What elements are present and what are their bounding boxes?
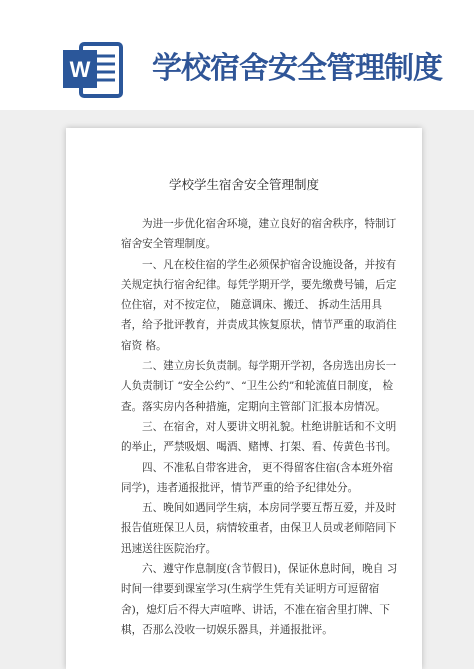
document-title: 学校学生宿舍安全管理制度 [168,177,319,192]
paragraph-rule-6: 六、遵守作息制度(含节假日)，保证休息时间，晚自 习时间一律要到课室学习(生病学生凭有关证明方可逗留宿 舍)，熄灯后不得大声喧哗、讲话，不准在宿舍里打牌、下 棋，否那么没收一切娱乐器具，并通报批评。 [121,563,398,636]
document-banner [0,0,474,110]
paragraph-rule-1: 一、凡在校住宿的学生必须保护宿舍设施设备，并按有 关规定执行宿舍纪律。每凭学期开学，要先缴费号铺，后定 位住宿，对不按定位， 随意调床、搬迁、 拆动生活用具者，给予批评教育，并责成其恢复原状，情节严重的取消住宿资 格。 [121,258,397,352]
document-body [121,214,403,640]
paragraph-rule-3: 三、在宿舍，对人要讲文明礼貌。杜绝讲脏话和不文明 的举止，严禁吸烟、喝酒、赌博、打架、看、传黄色书刊。 [121,420,397,454]
paragraph-rule-4: 四、不准私自带客进舍， 更不得留客住宿(含本班外宿 同学)，违者通报批评，情节严重的给予纪律处分。 [121,461,394,494]
banner-title: 学校宿舍安全管理制度 [152,51,442,86]
document-page [66,128,422,669]
svg-text:W: W [69,57,91,82]
paragraph-rule-5: 五、晚间如遇同学生病，本房同学要互帮互爱，并及时 报告值班保卫人员，病情较重者，由保卫人员或老师陪同下 迅速送往医院治疗。 [121,502,397,555]
paragraph-intro: 为进一步优化宿舍环境，建立良好的宿舍秩序，特制订 宿舍安全管理制度。 [121,218,397,251]
paragraph-rule-2: 二、建立房长负责制。每学期开学初，各房选出房长一 人负责制订 “安全公约”、“卫生公约”和轮流值日制度， 检查。落实房内各种措施，定期向主管部门汇报本房情况。 [121,360,397,413]
word-doc-icon [61,38,125,102]
